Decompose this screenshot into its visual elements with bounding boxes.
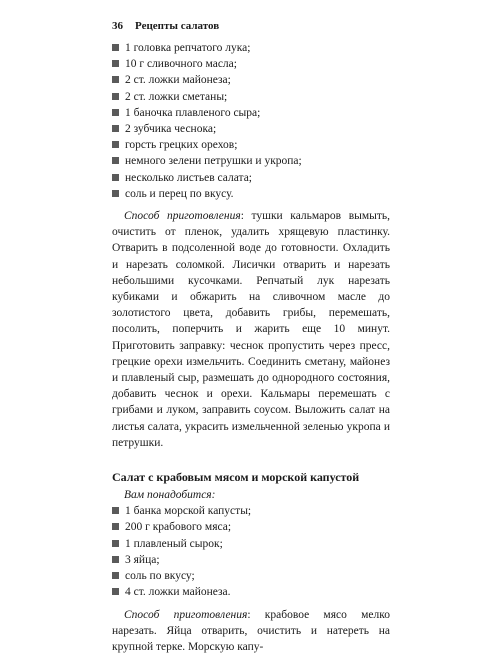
ingredient-item: [112, 536, 390, 552]
ingredient-item: [112, 153, 390, 169]
square-bullet-icon: [112, 93, 119, 100]
square-bullet-icon: [112, 540, 119, 547]
ingredient-item: [112, 56, 390, 72]
square-bullet-icon: [112, 507, 119, 514]
ingredient-text: 200 г крабового мяса;: [125, 521, 231, 533]
square-bullet-icon: [112, 523, 119, 530]
ingredient-text: 1 плавленый сырок;: [125, 538, 223, 550]
method-paragraph-1: [112, 208, 390, 451]
ingredient-item: [112, 137, 390, 153]
square-bullet-icon: [112, 44, 119, 51]
square-bullet-icon: [112, 125, 119, 132]
ingredient-text: несколько листьев салата;: [125, 172, 252, 184]
method-paragraph-2: [112, 607, 390, 655]
page-body: [112, 40, 390, 655]
ingredient-text: 10 г сливочного масла;: [125, 58, 237, 70]
ingredient-list-1: [112, 40, 390, 202]
recipe-title: Салат с крабовым мясом и морской капустой: [112, 469, 390, 485]
ingredient-item: [112, 105, 390, 121]
ingredient-item: [112, 519, 390, 535]
ingredient-text: 4 ст. ложки майонеза.: [125, 586, 231, 598]
ingredient-text: соль по вкусу;: [125, 570, 195, 582]
ingredient-text: горсть грецких орехов;: [125, 139, 237, 151]
method-lead-2: Способ приготовления: [124, 609, 247, 621]
method-text-1: : тушки кальмаров вымыть, очистить от пленок, удалить хрящевую пластинку. Отварить в подсоленной воде до готовности. Охладить и нарезать соломкой. Лисички отварить и нарезать небольшими кусочками. Репчатый лук нарезать кубиками и обжарить на сливочном масле до золотистого цвета, добавить грибы, перемешать, посолить, поперчить и жарить еще 10 минут. Приготовить заправку: чеснок пропустить через пресс, грецкие орехи измельчить. Соединить сметану, майонез и плавленый сыр, размешать до однородного состояния, добавить чеснок и орехи. Кальмары перемешать с грибами и луком, заправить соусом. Выложить салат на листья салата, украсить измельченной зеленью укропа и петрушки.: [112, 210, 390, 449]
square-bullet-icon: [112, 588, 119, 595]
square-bullet-icon: [112, 174, 119, 181]
ingredient-item: [112, 186, 390, 202]
page-header: [112, 20, 219, 32]
square-bullet-icon: [112, 190, 119, 197]
page-number: 36: [112, 20, 123, 32]
ingredient-text: 1 баночка плавленого сыра;: [125, 107, 260, 119]
ingredient-item: [112, 568, 390, 584]
ingredient-text: 2 ст. ложки майонеза;: [125, 74, 231, 86]
square-bullet-icon: [112, 572, 119, 579]
ingredient-text: 2 зубчика чеснока;: [125, 123, 216, 135]
ingredient-item: [112, 503, 390, 519]
method-text-2: : крабовое мясо мелко нарезать. Яйца отварить, очистить и натереть на крупной терке. Морскую капу-: [112, 609, 390, 653]
ingredient-item: [112, 170, 390, 186]
square-bullet-icon: [112, 109, 119, 116]
ingredient-text: 3 яйца;: [125, 554, 160, 566]
square-bullet-icon: [112, 60, 119, 67]
method-lead-1: Способ приготовления: [124, 210, 241, 222]
square-bullet-icon: [112, 141, 119, 148]
running-title: Рецепты салатов: [135, 20, 219, 32]
ingredient-text: 2 ст. ложки сметаны;: [125, 91, 227, 103]
ingredient-item: [112, 552, 390, 568]
square-bullet-icon: [112, 76, 119, 83]
ingredient-item: [112, 89, 390, 105]
ingredient-item: [112, 72, 390, 88]
ingredient-list-2: [112, 503, 390, 600]
square-bullet-icon: [112, 556, 119, 563]
ingredient-text: 1 банка морской капусты;: [125, 505, 251, 517]
square-bullet-icon: [112, 157, 119, 164]
ingredient-text: соль и перец по вкусу.: [125, 188, 234, 200]
ingredient-text: немного зелени петрушки и укропа;: [125, 155, 302, 167]
ingredient-item: [112, 584, 390, 600]
ingredients-heading: Вам понадобится:: [112, 487, 390, 503]
ingredient-text: 1 головка репчатого лука;: [125, 42, 250, 54]
ingredient-item: [112, 40, 390, 56]
ingredient-item: [112, 121, 390, 137]
